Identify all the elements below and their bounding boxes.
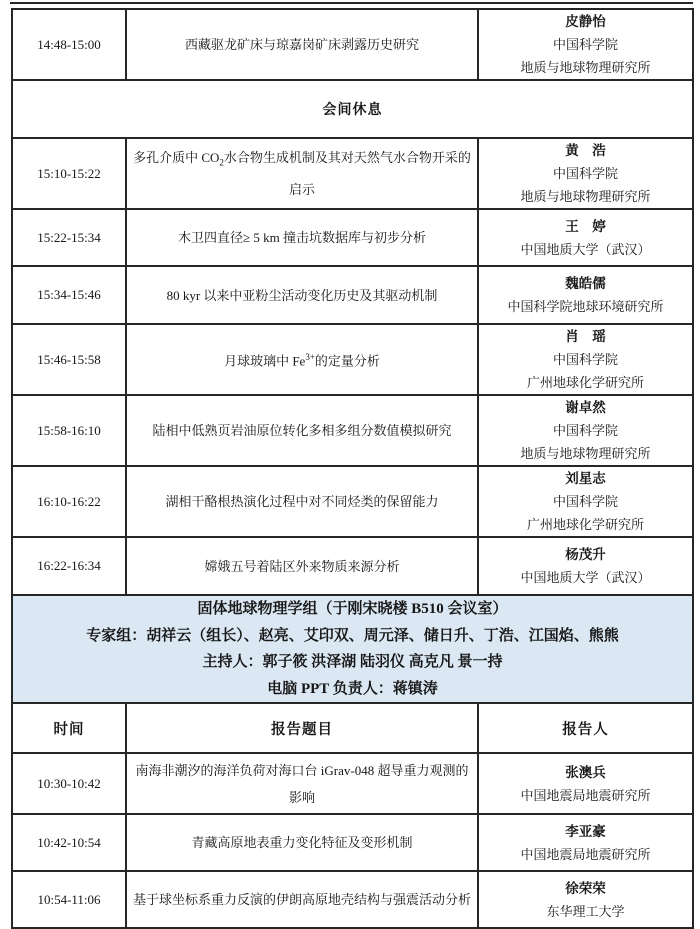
presenter-name: 杨茂升	[565, 547, 606, 562]
table-row	[12, 753, 693, 814]
presenter-cell	[478, 466, 693, 537]
table-row	[12, 466, 693, 537]
time-cell: 15:58-16:10	[12, 395, 126, 466]
title-cell: 80 kyr 以来中亚粉尘活动变化历史及其驱动机制	[126, 266, 478, 324]
title-cell: 青藏高原地表重力变化特征及变形机制	[126, 814, 478, 871]
presenter-affiliation: 中国科学院	[552, 494, 618, 509]
time-cell: 15:46-15:58	[12, 324, 126, 395]
time-cell: 16:10-16:22	[12, 466, 126, 537]
presenter-cell	[478, 537, 693, 595]
time-cell: 10:54-11:06	[12, 871, 126, 928]
presenter-name: 张澳兵	[565, 764, 606, 780]
table-row	[12, 9, 693, 80]
presenter-name: 徐荣荣	[565, 880, 606, 896]
presenter-cell	[478, 871, 693, 928]
title-text: 多孔介质中 CO	[133, 149, 220, 165]
presenter-affiliation: 广州地球化学研究所	[526, 375, 644, 390]
time-cell: 15:34-15:46	[12, 266, 126, 324]
presenter-affiliation: 地质与地球物理研究所	[520, 189, 651, 204]
title-cell: 木卫四直径≥ 5 km 撞击坑数据库与初步分析	[126, 209, 478, 266]
title-cell: 基于球坐标系重力反演的伊朗高原地壳结构与强震活动分析	[126, 871, 478, 928]
title-text: 月球玻璃中 Fe	[224, 353, 306, 369]
presenter-affiliation: 中国地质大学（武汉）	[520, 241, 651, 257]
presenter-cell	[478, 138, 693, 209]
presenter-name: 魏皓儒	[565, 276, 606, 291]
title-text: 的定量分析	[314, 353, 380, 369]
session-ppt-manager: 电脑 PPT 负责人：蒋镇涛	[267, 680, 438, 697]
presenter-affiliation: 地质与地球物理研究所	[520, 60, 651, 75]
title-subscript: 2	[219, 157, 224, 168]
presenter-cell	[478, 814, 693, 871]
presenter-name: 皮静怡	[565, 14, 606, 29]
title-cell: 陆相中低熟页岩油原位转化多相多组分数值模拟研究	[126, 395, 478, 466]
title-cell	[126, 324, 478, 395]
presenter-affiliation: 中国地震局地震研究所	[520, 787, 651, 803]
session-title: 固体地球物理学组（于刚宋晓楼 B510 会议室）	[197, 601, 508, 617]
break-row	[12, 80, 693, 138]
presenter-affiliation: 中国地质大学（武汉）	[520, 570, 651, 585]
table-top-edge-partial-border	[10, 2, 693, 4]
presenter-cell	[478, 324, 693, 395]
presenter-affiliation: 地质与地球物理研究所	[520, 446, 651, 461]
session-experts: 专家组：胡祥云（组长）、赵亮、艾印双、周元泽、储日升、丁浩、江国焰、熊熊	[86, 627, 619, 644]
session-banner-cell	[12, 595, 693, 703]
presenter-affiliation: 广州地球化学研究所	[526, 517, 644, 532]
presenter-name: 王 婷	[565, 218, 606, 234]
title-superscript: 3+	[305, 352, 315, 363]
title-cell: 西藏驱龙矿床与琼嘉岗矿床剥露历史研究	[126, 9, 478, 80]
time-cell: 15:10-15:22	[12, 138, 126, 209]
presenter-name: 李亚豪	[565, 823, 606, 839]
table-row	[12, 871, 693, 928]
session-chairs: 主持人：郭子筱 洪泽湖 陆羽仪 高克凡 景一持	[202, 654, 503, 670]
presenter-cell	[478, 209, 693, 266]
schedule-table-body	[12, 9, 693, 928]
break-label-cell: 会间休息	[12, 80, 693, 138]
title-cell: 嫦娥五号着陆区外来物质来源分析	[126, 537, 478, 595]
table-row	[12, 209, 693, 266]
title-text: 水合物生成机制及其对天然气水合物开采的启示	[223, 149, 471, 198]
time-cell: 10:30-10:42	[12, 753, 126, 814]
schedule-table	[11, 8, 694, 929]
table-row	[12, 395, 693, 466]
presenter-cell	[478, 753, 693, 814]
title-cell	[126, 138, 478, 209]
table-row	[12, 266, 693, 324]
table-row	[12, 324, 693, 395]
time-cell: 15:22-15:34	[12, 209, 126, 266]
time-cell: 16:22-16:34	[12, 537, 126, 595]
header-title: 报告题目	[126, 703, 478, 753]
title-cell: 南海非潮汐的海洋负荷对海口台 iGrav-048 超导重力观测的影响	[126, 753, 478, 814]
presenter-name: 黄 浩	[565, 143, 606, 158]
time-cell: 10:42-10:54	[12, 814, 126, 871]
presenter-name: 肖 瑶	[565, 329, 606, 344]
presenter-affiliation: 中国科学院	[552, 352, 618, 367]
time-cell: 14:48-15:00	[12, 9, 126, 80]
session-banner-row	[12, 595, 693, 703]
presenter-cell	[478, 266, 693, 324]
table-header-row	[12, 703, 693, 753]
presenter-name: 谢卓然	[565, 400, 606, 415]
presenter-name: 刘星志	[565, 471, 606, 486]
presenter-affiliation: 中国科学院	[552, 166, 618, 181]
header-speaker: 报告人	[478, 703, 693, 753]
presenter-cell	[478, 395, 693, 466]
table-row	[12, 138, 693, 209]
presenter-affiliation: 中国科学院	[552, 423, 618, 438]
presenter-cell	[478, 9, 693, 80]
table-row	[12, 814, 693, 871]
table-row	[12, 537, 693, 595]
presenter-affiliation: 东华理工大学	[546, 903, 625, 919]
presenter-affiliation: 中国地震局地震研究所	[520, 846, 651, 862]
header-time: 时间	[12, 703, 126, 753]
presenter-affiliation: 中国科学院地球环境研究所	[507, 299, 664, 314]
presenter-affiliation: 中国科学院	[552, 37, 618, 52]
title-cell: 湖相干酪根热演化过程中对不同烃类的保留能力	[126, 466, 478, 537]
